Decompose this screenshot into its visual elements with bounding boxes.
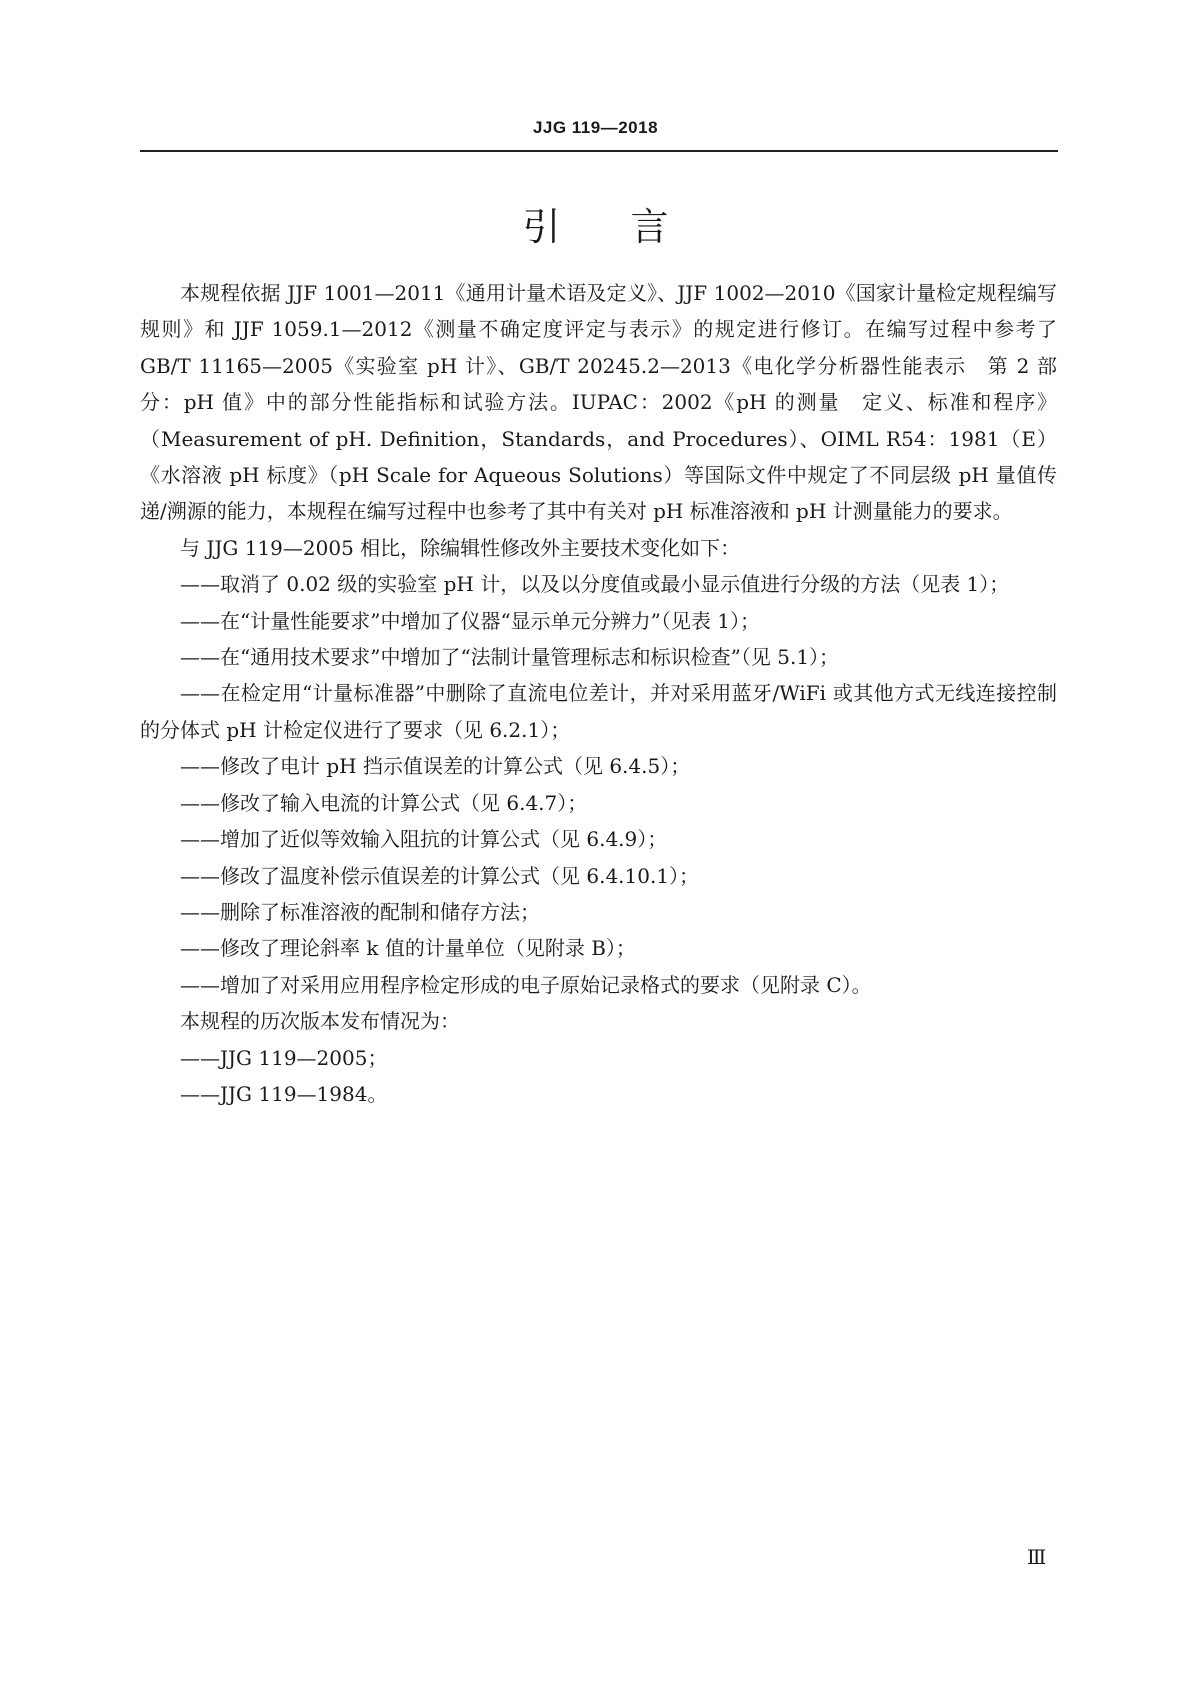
history-item: ——JJG 119—1984。 [180, 1081, 388, 1106]
change-item: ——取消了 0.02 级的实验室 pH 计，以及以分度值或最小显示值进行分级的方法（见表 1）； [180, 572, 1010, 597]
change-item: ——在检定用“计量标准器”中删除了直流电位差计，并对采用蓝牙/WiFi 或其他方式无线连接控制的分体式 pH 计检定仪进行了要求（见 6.2.1）； [140, 681, 1057, 742]
paragraph-changes-lead: 与 JJG 119—2005 相比，除编辑性修改外主要技术变化如下： [180, 535, 741, 560]
document-code-header: JJG 119—2018 [532, 118, 659, 137]
section-title: 引言 [522, 205, 739, 249]
paragraph-intro: 本规程依据 JJF 1001—2011《通用计量术语及定义》、JJF 1002—2010《国家计量检定规程编写规则》和 JJF 1059.1—2012《测量不确定度评定与表示》的规定进行修订。在编写过程中参考了 GB/T 11165—2005《实验室 pH 计》、GB/T 20245.2—2013《电化学分析器性能表示 第 2 部分：pH 值》中的部分性能指标和试验方法。IUPAC：2002《pH 的测量 定义、标准和程序》（Measurement of pH. Definition，Standards，and Procedures）、OIML R54：1981（E）《水溶液 pH 标度》（pH Scale for Aqueous Solutions）等国际文件中规定了不同层级 pH 量值传递/溯源的能力，本规程在编写过程中也参考了其中有关对 pH 标准溶液和 pH 计测量能力的要求。 [140, 281, 1057, 524]
change-item: ——删除了标准溶液的配制和储存方法； [180, 899, 540, 924]
change-item: ——增加了对采用应用程序检定形成的电子原始记录格式的要求（见附录 C）。 [180, 972, 872, 997]
change-item: ——修改了理论斜率 k 值的计量单位（见附录 B）； [180, 936, 636, 961]
change-item: ——修改了电计 pH 挡示值误差的计算公式（见 6.4.5）； [180, 754, 691, 779]
change-item: ——在“计量性能要求”中增加了仪器“显示单元分辨力”（见表 1）； [180, 608, 760, 633]
paragraph-history-lead: 本规程的历次版本发布情况为： [180, 1009, 460, 1034]
header-divider [140, 150, 1058, 152]
change-item: ——修改了温度补偿示值误差的计算公式（见 6.4.10.1）； [180, 863, 700, 888]
page-number: Ⅲ [1027, 1545, 1047, 1569]
change-item: ——修改了输入电流的计算公式（见 6.4.7）； [180, 790, 588, 815]
change-item: ——增加了近似等效输入阻抗的计算公式（见 6.4.9）； [180, 827, 668, 852]
change-item: ——在“通用技术要求”中增加了“法制计量管理标志和标识检查”（见 5.1）； [180, 645, 840, 670]
body-text [140, 275, 1057, 1112]
history-item: ——JJG 119—2005； [180, 1045, 388, 1070]
